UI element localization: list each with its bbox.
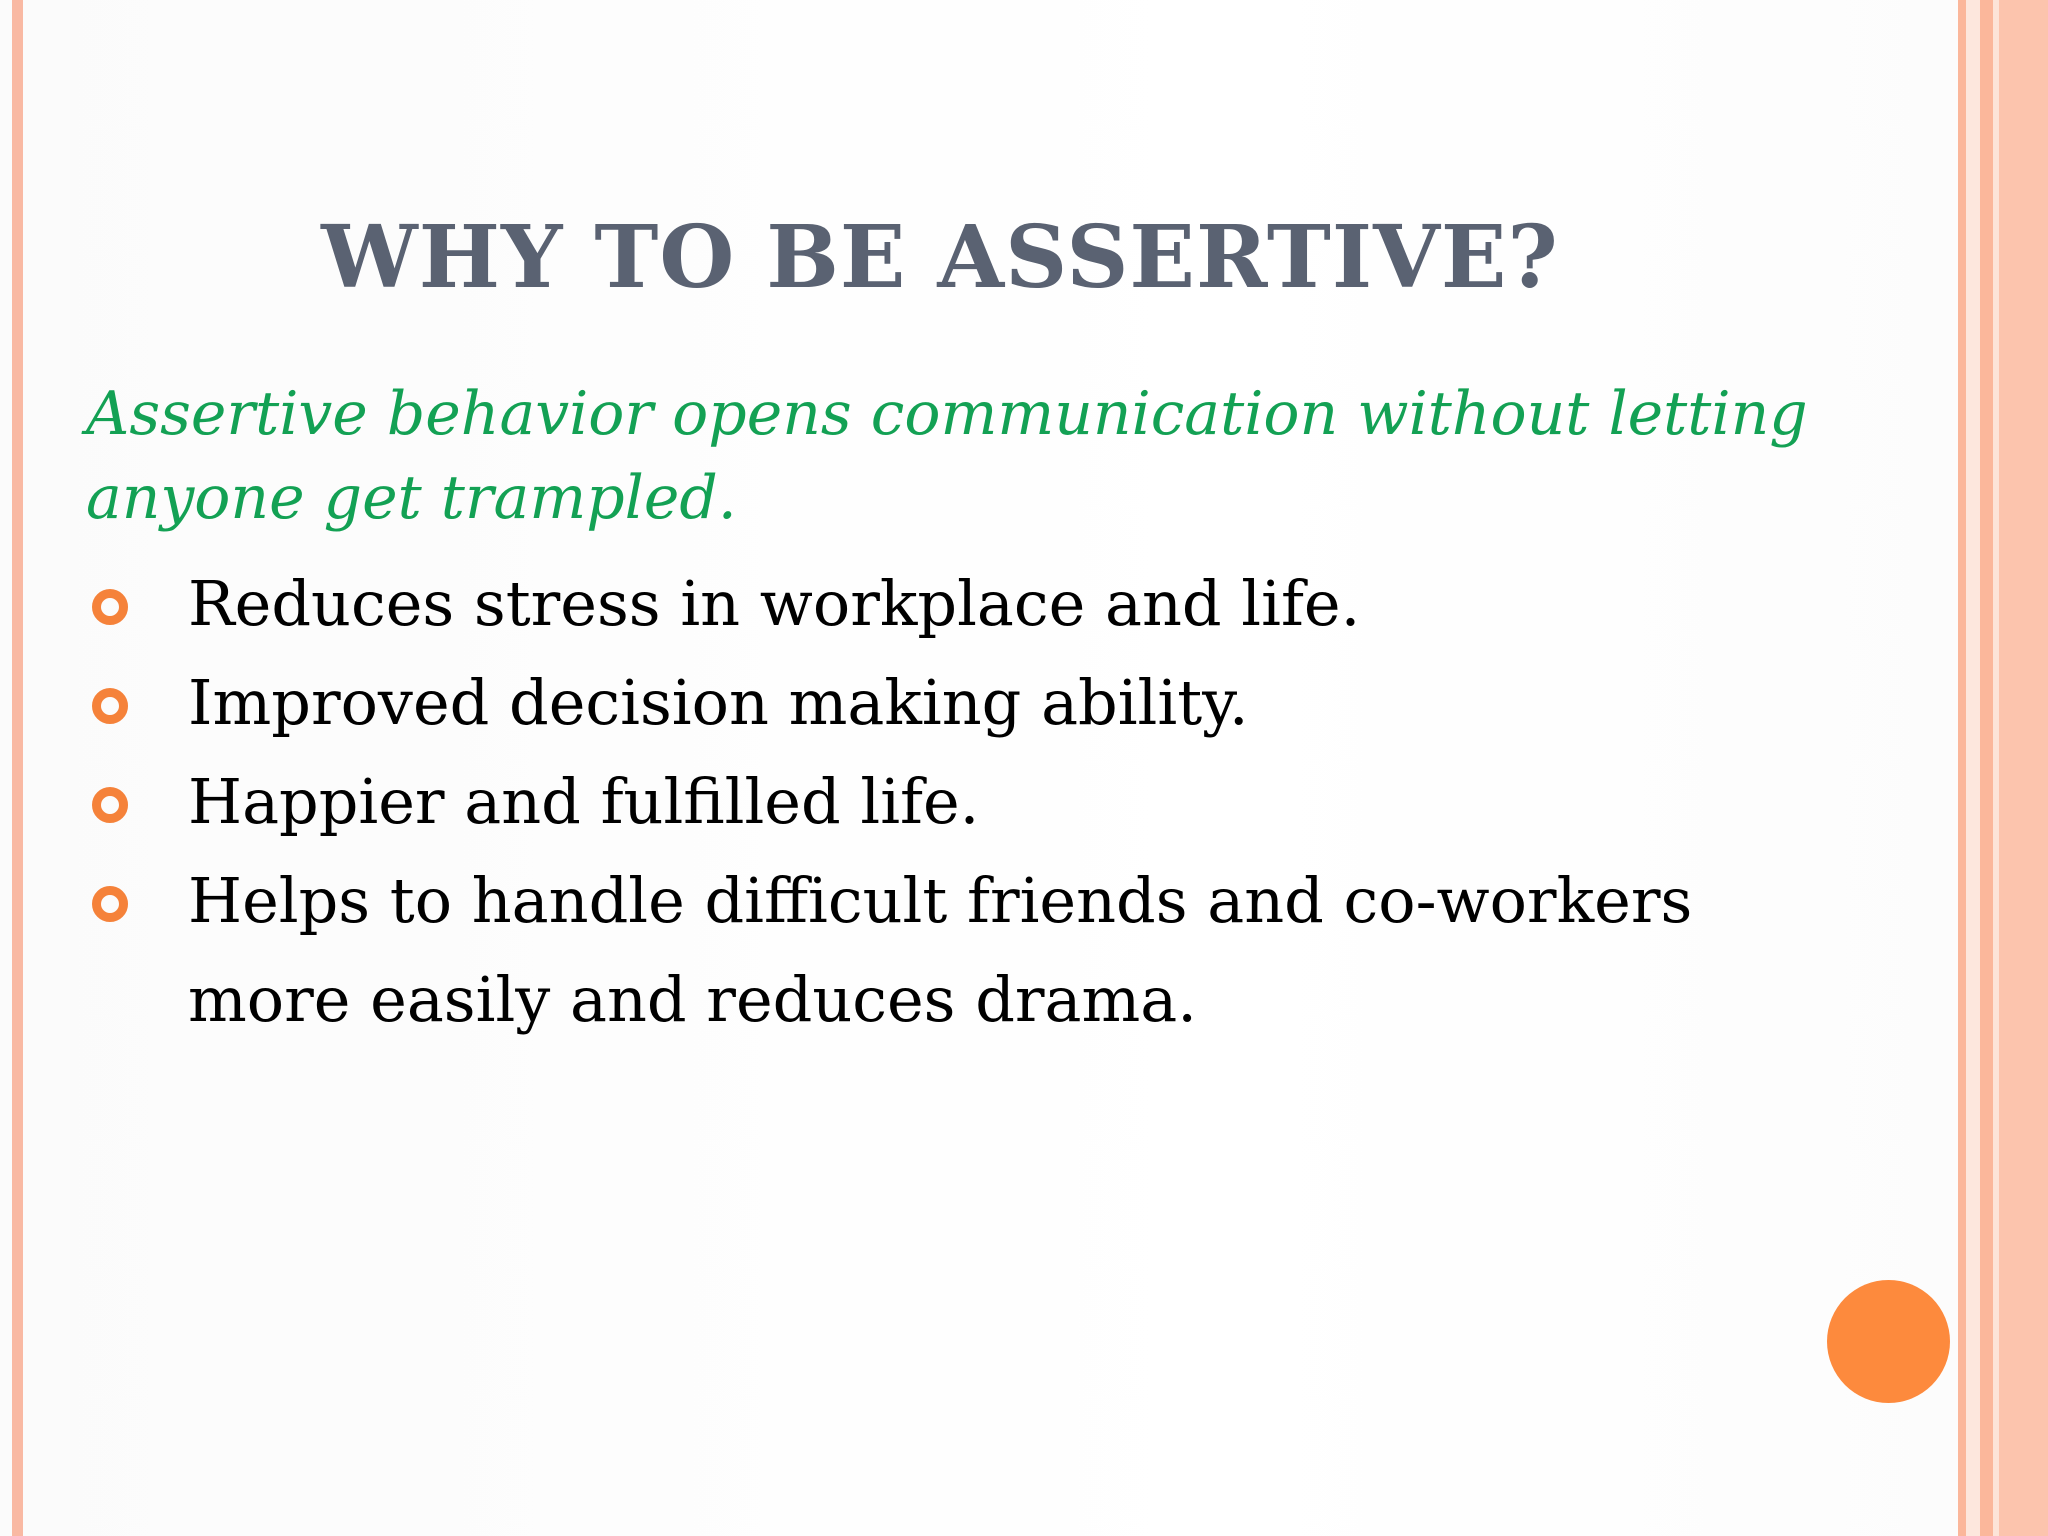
bullet-text: Improved decision making ability. <box>188 666 1249 739</box>
bullet-item <box>86 653 1866 752</box>
bullet-text: Helps to handle difficult friends and co-workers more easily and reduces drama. <box>188 864 1693 1036</box>
slide-subtitle: Assertive behavior opens communication without letting anyone get trampled. <box>86 379 1808 533</box>
right-stripe <box>1980 0 1993 1536</box>
right-stripe <box>1958 0 1966 1536</box>
ring-bullet-icon <box>92 787 128 823</box>
ring-bullet-icon <box>92 886 128 922</box>
right-stripe <box>1966 0 1980 1536</box>
bullet-text: Reduces stress in workplace and life. <box>188 567 1361 640</box>
ring-bullet-icon <box>92 688 128 724</box>
bullet-item <box>86 554 1866 653</box>
right-stripe <box>1999 0 2048 1536</box>
ring-bullet-icon <box>92 589 128 625</box>
bullet-item <box>86 851 1866 1049</box>
left-accent-bar <box>12 0 23 1536</box>
decorative-circle <box>1827 1280 1950 1403</box>
bullet-list <box>86 554 1866 1049</box>
bullet-item <box>86 752 1866 851</box>
bullet-text: Happier and fulfilled life. <box>188 765 980 838</box>
slide-title: WHY TO BE ASSERTIVE? <box>321 207 1559 308</box>
